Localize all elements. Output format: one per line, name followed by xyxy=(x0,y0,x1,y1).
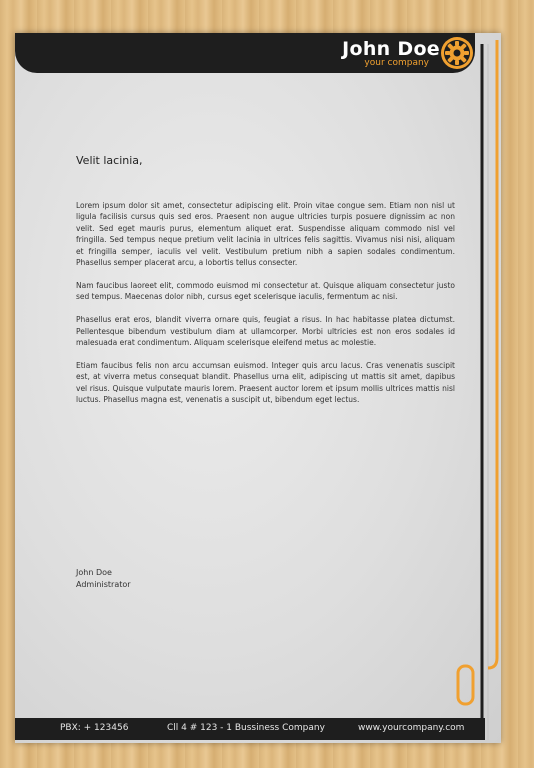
letter-salutation: Velit lacinia, xyxy=(76,154,143,167)
footer-address: Cll 4 # 123 - 1 Bussiness Company xyxy=(167,723,325,733)
letter-body xyxy=(76,200,455,417)
signature-title: Administrator xyxy=(76,580,131,589)
letter-paragraph: Lorem ipsum dolor sit amet, consectetur adipiscing elit. Proin vitae congue sem. Etiam non nisl ut ligula facilisis cursus quis sed eros. Praesent non augue ultricies turpis posuere dignissim ac non velit. Sed eget mauris purus, elementum aliquet erat. Suspendisse aliquam commodo nisl vel fringilla. Sed tempus neque pretium velit lacinia in ultrices felis sagittis. Vivamus nisi nisi, aliquam et fringilla semper, iaculis vel velit. Vestibulum pretium nibh a sapien sodales condimentum. Phasellus semper placerat arcu, a lobortis tellus consecter. xyxy=(76,201,455,268)
footer-bar xyxy=(15,718,485,740)
letter-paragraph: Nam faucibus laoreet elit, commodo euismod mi consectetur at. Quisque aliquam consectetur justo sed tempus. Maecenas dolor nibh, cursus eget scelerisque iaculis, fermentum ac nisi. xyxy=(76,280,455,302)
company-tagline: your company xyxy=(364,58,429,68)
letter-paragraph: Etiam faucibus felis non arcu accumsan euismod. Integer quis arcu lacus. Cras venenatis suscipit est, at viverra metus consequat blandit. Phasellus urna elit, adipiscing ut mattis sit amet, dapibus vel risus. Quisque vulputate mauris lorem. Praesent auctor lorem et ipsum mollis ultrices mattis nisl luctus. Phasellus magna est, venenatis a suscipit ut, bibendum eget lectus. xyxy=(76,360,455,405)
company-name: John Doe xyxy=(342,38,440,60)
footer-website: www.yourcompany.com xyxy=(358,723,465,733)
signature-name: John Doe xyxy=(76,568,112,577)
letter-paragraph: Phasellus erat eros, blandit viverra ornare quis, feugiat a risus. In hac habitasse platea dictumst. Pellentesque bibendum vestibulum diam at ullamcorper. Morbi ultricies est non eros sodales id malesuada erat condimentum. Aliquam scelerisque eleifend metus ac molestie. xyxy=(76,315,455,348)
footer-phone: PBX: + 123456 xyxy=(60,723,129,733)
